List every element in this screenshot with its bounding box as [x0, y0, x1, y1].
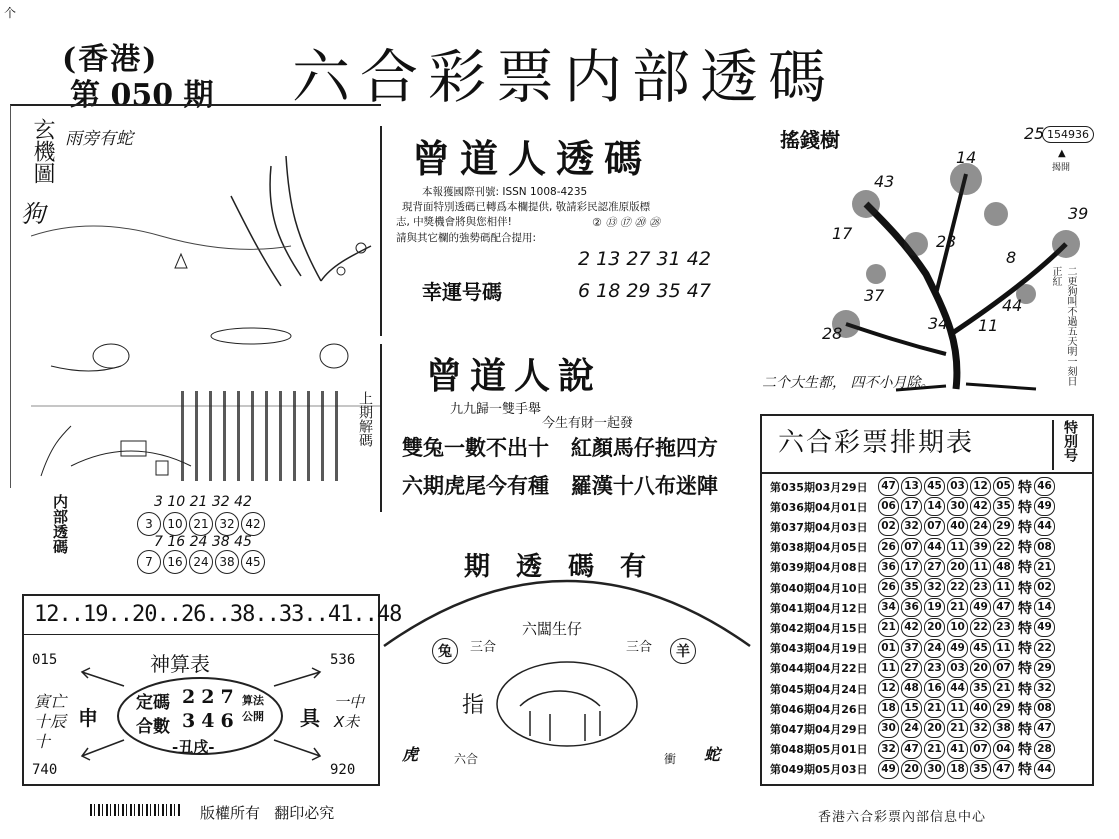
schedule-row: [770, 638, 1057, 659]
method-label-2: 公開: [242, 710, 264, 723]
draw-number: 42: [970, 497, 991, 516]
schedule-row: [770, 617, 1057, 638]
draw-number: 49: [878, 760, 899, 779]
neibu-hand-row1: 3 10 21 32 42: [154, 494, 252, 510]
draw-number: 20: [901, 760, 922, 779]
draw-number: 21: [947, 598, 968, 617]
draw-number: 18: [878, 699, 899, 718]
draw-number: 30: [924, 760, 945, 779]
schedule-row-label: 第048期05月01日: [770, 743, 868, 757]
draw-number: 32: [970, 719, 991, 738]
draw-number: 36: [901, 598, 922, 617]
special-marker: 特: [1018, 560, 1032, 577]
draw-number: 01: [878, 639, 899, 658]
draw-number: 20: [970, 659, 991, 678]
draw-number: 05: [993, 477, 1014, 496]
schedule-row: [770, 658, 1057, 679]
money-tree-title: 搖錢樹: [780, 128, 840, 152]
schedule-row-label: 第046期04月26日: [770, 702, 868, 716]
neibu-row2-num-2: 16: [163, 550, 187, 574]
draw-number: 34: [878, 598, 899, 617]
schedule-row: [770, 597, 1057, 618]
special-number: 46: [1034, 477, 1055, 496]
draw-number: 44: [924, 538, 945, 557]
schedule-row-label: 第036期04月01日: [770, 500, 868, 514]
tree-num-17: 17: [832, 224, 853, 243]
lucky-row1: 2 13 27 31 42: [578, 248, 711, 270]
draw-number: 21: [947, 719, 968, 738]
schedule-row-label: 第044期04月22日: [770, 662, 868, 676]
draw-number: 24: [901, 719, 922, 738]
info-center: 香港六合彩票內部信息中心: [818, 810, 987, 825]
schedule-row: [770, 537, 1057, 558]
schedule-row-label: 第043期04月19日: [770, 642, 868, 656]
draw-number: 40: [970, 699, 991, 718]
draw-number: 11: [993, 578, 1014, 597]
method-label-1: 算法: [242, 694, 264, 707]
point-text: 指: [462, 693, 485, 718]
zengdao-notice1: 本報獲國際刊號: ISSN 1008-4235: [422, 186, 588, 198]
shuo-line2: 今生有財一起發: [542, 416, 634, 431]
schedule-row: [770, 476, 1057, 497]
left-animal: 兔: [432, 638, 458, 664]
draw-number: 35: [970, 760, 991, 779]
draw-number: 47: [993, 760, 1014, 779]
draw-number: 32: [924, 578, 945, 597]
draw-number: 49: [970, 598, 991, 617]
tree-num-23: 23: [936, 232, 957, 251]
special-number: 29: [1034, 659, 1055, 678]
left-mark: 申: [78, 706, 98, 730]
page-title: 六合彩票内部透碼: [292, 43, 837, 111]
draw-number: 16: [924, 679, 945, 698]
tree-num-11: 11: [978, 316, 999, 335]
liuchong-text: 六闆生仔: [522, 620, 583, 638]
schedule-row-label: 第037期04月03日: [770, 520, 868, 534]
left-hand-note: 寅亡十辰十: [34, 692, 67, 751]
schedule-row-label: 第049期05月03日: [770, 763, 868, 777]
corner-mark: 个: [4, 6, 17, 20]
special-marker: 特: [1018, 499, 1032, 516]
draw-number: 17: [901, 497, 922, 516]
draw-number: 23: [970, 578, 991, 597]
draw-number: 20: [924, 719, 945, 738]
draw-number: 41: [947, 740, 968, 759]
special-number: 44: [1034, 517, 1055, 536]
schedule-row-label: 第035期03月29日: [770, 480, 868, 494]
schedule-row: [770, 698, 1057, 719]
draw-number: 07: [901, 538, 922, 557]
draw-number: 37: [901, 639, 922, 658]
draw-number: 47: [993, 598, 1014, 617]
top-right-code: 536: [330, 652, 356, 668]
draw-number: 21: [924, 699, 945, 718]
special-number: 08: [1034, 538, 1055, 557]
rights-text: 版權所有 翻印必究: [200, 804, 335, 822]
shensuan-panel: [22, 594, 402, 786]
draw-number: 45: [924, 477, 945, 496]
neibu-row1-num-2: 10: [163, 512, 187, 536]
right-mark: 具: [300, 706, 320, 730]
draw-number: 36: [878, 558, 899, 577]
special-marker: 特: [1018, 701, 1032, 718]
tree-num-34: 34: [928, 314, 949, 333]
tree-num-44: 44: [1002, 296, 1023, 315]
schedule-row-label: 第038期04月05日: [770, 541, 868, 555]
sanhe-right: 三合: [626, 640, 653, 655]
special-number: 44: [1034, 760, 1055, 779]
draw-number: 30: [947, 497, 968, 516]
draw-number: 13: [901, 477, 922, 496]
draw-number: 35: [993, 497, 1014, 516]
draw-number: 27: [924, 558, 945, 577]
draw-number: 17: [901, 558, 922, 577]
bottom-right-code: 920: [330, 762, 356, 778]
xuanji-animal: 狗: [21, 200, 45, 228]
shuo-title: 曾道人說: [426, 355, 603, 397]
draw-number: 20: [947, 558, 968, 577]
draw-number: 03: [947, 477, 968, 496]
tree-num-39: 39: [1068, 204, 1089, 223]
lucky-row2: 6 18 29 35 47: [578, 280, 711, 302]
draw-number: 24: [970, 517, 991, 536]
triangle-icon: ▲: [1058, 148, 1066, 159]
special-number: 02: [1034, 578, 1055, 597]
draw-number: 22: [993, 538, 1014, 557]
draw-number: 39: [970, 538, 991, 557]
special-marker: 特: [1018, 762, 1032, 779]
special-number: 32: [1034, 679, 1055, 698]
dingma-label: 定碼: [136, 693, 170, 713]
tree-stamp-note: 揭開: [1052, 163, 1071, 173]
zengdao-hand-top: ② ⑬ ⑰ ⑳ ㉘: [592, 216, 660, 229]
xuanji-panel: [10, 104, 381, 488]
draw-number: 48: [901, 679, 922, 698]
special-number: 14: [1034, 598, 1055, 617]
draw-number: 21: [878, 618, 899, 637]
draw-number: 27: [901, 659, 922, 678]
schedule-row-label: 第045期04月24日: [770, 682, 868, 696]
draw-number: 29: [993, 699, 1014, 718]
draw-number: 14: [924, 497, 945, 516]
draw-number: 21: [924, 740, 945, 759]
neibu-label: 内部透碼: [51, 494, 69, 554]
draw-number: 11: [993, 639, 1014, 658]
zengdao-notice4: 請與其它欄的強勢碼配合提用:: [396, 232, 537, 244]
schedule-row: [770, 739, 1057, 760]
draw-number: 02: [878, 517, 899, 536]
draw-number: 12: [970, 477, 991, 496]
special-marker: 特: [1018, 479, 1032, 496]
last-issue-riddle-title: 上期解碼: [357, 391, 373, 447]
shuo-poem1: 雙兔一數不出十 紅顏馬仔拖四方: [402, 435, 718, 460]
schedule-row: [770, 496, 1057, 517]
region-label: (香港): [62, 42, 159, 77]
schedule-row-label: 第039期04月08日: [770, 561, 868, 575]
draw-number: 47: [878, 477, 899, 496]
draw-number: 11: [878, 659, 899, 678]
special-marker: 特: [1018, 540, 1032, 557]
schedule-row-label: 第041期04月12日: [770, 601, 868, 615]
neibu-row2-num-5: 45: [241, 550, 265, 574]
special-marker: 特: [1018, 681, 1032, 698]
liuhe-text: 六合: [454, 752, 479, 766]
draw-number: 42: [901, 618, 922, 637]
draw-number: 38: [993, 719, 1014, 738]
zodiac-pair: -丑戌-: [172, 738, 215, 756]
shuo-poem2: 六期虎尾今有種 羅漢十八布迷陣: [402, 473, 718, 498]
neibu-row2: [136, 550, 266, 574]
draw-number: 12: [878, 679, 899, 698]
draw-number: 47: [901, 740, 922, 759]
draw-number: 11: [947, 538, 968, 557]
draw-number: 15: [901, 699, 922, 718]
xuanji-caption: 雨旁有蛇: [65, 129, 133, 149]
draw-number: 35: [901, 578, 922, 597]
special-marker: 特: [1018, 721, 1032, 738]
draw-number: 26: [878, 578, 899, 597]
schedule-row: [770, 577, 1057, 598]
tree-side-text: 二更狗叫不過五天明一刻日正紅: [1050, 266, 1076, 386]
benqi-title: 期透碼有: [464, 552, 673, 582]
draw-number: 23: [924, 659, 945, 678]
tree-num-8: 8: [1006, 248, 1017, 267]
draw-number: 35: [970, 679, 991, 698]
draw-number: 49: [947, 639, 968, 658]
draw-number: 19: [924, 598, 945, 617]
draw-number: 07: [993, 659, 1014, 678]
tree-num-14: 14: [956, 148, 977, 167]
chong-text: 衝: [664, 752, 677, 766]
draw-number: 44: [947, 679, 968, 698]
special-label: 特別号: [1052, 420, 1080, 470]
special-marker: 特: [1018, 641, 1032, 658]
neibu-row1-num-5: 42: [241, 512, 265, 536]
draw-number: 06: [878, 497, 899, 516]
schedule-row: [770, 718, 1057, 739]
bottom-left-code: 740: [32, 762, 58, 778]
schedule-table: [760, 414, 1094, 786]
shuo-panel: [380, 344, 754, 512]
neibu-row1-num-4: 32: [215, 512, 239, 536]
shuo-line1: 九九歸一雙手舉: [450, 402, 542, 417]
tree-num-37: 37: [864, 286, 885, 305]
special-marker: 特: [1018, 580, 1032, 597]
right-animal: 羊: [670, 638, 696, 664]
number-line: 12..19..20..26..38..33..41..48: [34, 602, 402, 627]
zengdao-notice3: 志, 中獎機會將與您相伴!: [396, 216, 512, 228]
bottom-right-animal: 蛇: [704, 745, 721, 764]
zengdao-title: 曾道人透碼: [412, 136, 653, 181]
benqi-panel: [380, 536, 754, 786]
schedule-row-label: 第040期04月10日: [770, 581, 868, 595]
special-number: 08: [1034, 699, 1055, 718]
schedule-row: [770, 678, 1057, 699]
special-number: 21: [1034, 558, 1055, 577]
neibu-row2-num-1: 7: [137, 550, 161, 574]
riddle-strips: [181, 391, 351, 481]
draw-number: 11: [947, 699, 968, 718]
heshu-label: 合數: [136, 717, 170, 737]
zengdao-panel: [380, 126, 754, 336]
sanhe-left: 三合: [470, 640, 497, 655]
zengdao-notice2: 現背面特別透碼已轉爲本欄提供, 敬請彩民認准原版標: [402, 201, 651, 213]
special-number: 49: [1034, 497, 1055, 516]
barcode-icon: [90, 804, 182, 816]
draw-number: 07: [970, 740, 991, 759]
lucky-label: 幸運号碼: [422, 280, 502, 304]
neibu-hand-row2: 7 16 24 38 45: [154, 534, 252, 550]
xuanji-label: 玄機圖: [30, 118, 55, 184]
draw-number: 29: [993, 517, 1014, 536]
draw-number: 10: [947, 618, 968, 637]
tree-stamp: 154936: [1042, 126, 1094, 143]
money-tree-panel: [756, 114, 1108, 398]
draw-number: 45: [970, 639, 991, 658]
draw-number: 26: [878, 538, 899, 557]
draw-number: 07: [924, 517, 945, 536]
draw-number: 11: [970, 558, 991, 577]
draw-number: 04: [993, 740, 1014, 759]
top-left-code: 015: [32, 652, 58, 668]
draw-number: 30: [878, 719, 899, 738]
special-number: 49: [1034, 618, 1055, 637]
tree-bottom-text: 二个大生都， 四不小月除。: [762, 375, 935, 391]
draw-number: 48: [993, 558, 1014, 577]
neibu-row2-num-4: 38: [215, 550, 239, 574]
schedule-row: [770, 516, 1057, 537]
draw-number: 21: [993, 679, 1014, 698]
schedule-row-label: 第042期04月15日: [770, 621, 868, 635]
neibu-row1-num-3: 21: [189, 512, 213, 536]
special-marker: 特: [1018, 620, 1032, 637]
bottom-left-animal: 虎: [402, 745, 419, 764]
draw-number: 18: [947, 760, 968, 779]
right-hand-note: 一中 X未: [334, 693, 365, 731]
draw-number: 20: [924, 618, 945, 637]
neibu-panel: [40, 492, 376, 588]
schedule-row: [770, 759, 1057, 780]
draw-number: 23: [993, 618, 1014, 637]
neibu-row1-num-1: 3: [137, 512, 161, 536]
issue-number: 第 050 期: [70, 78, 214, 113]
draw-number: 40: [947, 517, 968, 536]
neibu-row1: [136, 512, 266, 536]
draw-number: 22: [947, 578, 968, 597]
special-marker: 特: [1018, 742, 1032, 759]
special-number: 47: [1034, 719, 1055, 738]
shensuan-title: 神算表: [150, 652, 210, 676]
special-marker: 特: [1018, 600, 1032, 617]
heshu-value: 346: [182, 710, 240, 732]
draw-number: 03: [947, 659, 968, 678]
draw-number: 24: [924, 639, 945, 658]
dingma-value: 227: [182, 686, 240, 708]
tree-num-25: 25: [1024, 124, 1045, 143]
draw-number: 22: [970, 618, 991, 637]
schedule-row: [770, 557, 1057, 578]
special-number: 28: [1034, 740, 1055, 759]
special-number: 22: [1034, 639, 1055, 658]
special-marker: 特: [1018, 519, 1032, 536]
special-marker: 特: [1018, 661, 1032, 678]
schedule-row-label: 第047期04月29日: [770, 722, 868, 736]
tree-num-43: 43: [874, 172, 895, 191]
tree-num-28: 28: [822, 324, 843, 343]
neibu-row2-num-3: 24: [189, 550, 213, 574]
draw-number: 32: [878, 740, 899, 759]
draw-number: 32: [901, 517, 922, 536]
schedule-title: 六合彩票排期表: [778, 428, 975, 458]
